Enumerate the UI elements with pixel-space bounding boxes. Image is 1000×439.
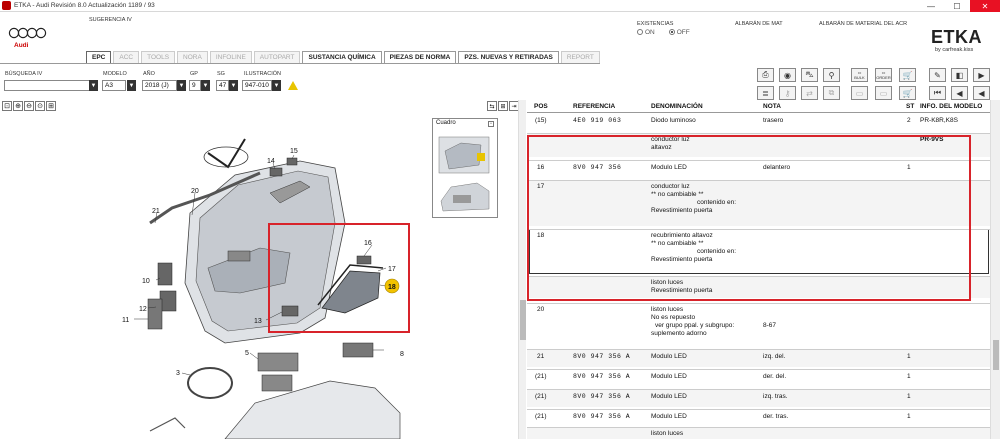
tab-epc[interactable]: EPC xyxy=(86,51,111,63)
ano-dropdown-icon[interactable]: ▼ xyxy=(177,80,186,91)
import-icon[interactable]: ▭ xyxy=(875,86,892,100)
tab-infoline[interactable]: INFOLINE xyxy=(210,51,252,63)
callout-14[interactable]: 14 xyxy=(267,158,275,165)
sg-select[interactable]: 47 xyxy=(216,80,229,91)
book-icon[interactable]: ◧ xyxy=(951,68,968,82)
export-icon[interactable]: ▭ xyxy=(851,86,868,100)
callout-15[interactable]: 15 xyxy=(290,148,298,155)
callout-13[interactable]: 13 xyxy=(254,318,262,325)
callout-17[interactable]: 17 xyxy=(388,266,396,273)
tab-tools[interactable]: TOOLS xyxy=(141,51,175,63)
copy-icon[interactable]: ⧉ xyxy=(823,86,840,100)
existencias-off-radio[interactable]: OFF xyxy=(669,29,690,36)
gp-dropdown-icon[interactable]: ▼ xyxy=(201,80,210,91)
car-search-icon[interactable]: ⚲ xyxy=(823,68,840,82)
table-row[interactable]: (21) 8V0 947 356 A Modulo LED der. tras. 1 xyxy=(527,409,990,427)
table-row[interactable]: 17 conductor luz ** no cambiable ** contenido en: Revestimiento puerta xyxy=(527,180,990,226)
sugerencia-label: SUGERENCIA IV xyxy=(89,17,132,23)
albaran-label: ALBARÁN DE MAT xyxy=(735,21,783,27)
ano-select[interactable]: 2018 (J) xyxy=(142,80,177,91)
cuadro-overview[interactable] xyxy=(432,118,498,218)
cuadro-thumbnail xyxy=(437,131,495,215)
first-page-icon[interactable]: ⏮ xyxy=(929,86,946,100)
title-bar xyxy=(0,0,1000,12)
table-row[interactable]: 16 8V0 947 356 Modulo LED delantero 1 xyxy=(527,160,990,178)
main-tabs xyxy=(86,51,600,63)
sg-dropdown-icon[interactable]: ▼ xyxy=(229,80,238,91)
table-row[interactable]: 20 liston luces No es repuesto ver grupo ppal. y subgrupo: suplemento adorno 8-67 xyxy=(527,303,990,345)
transfer-icon[interactable]: ⇄ xyxy=(801,86,818,100)
bulk-button[interactable]: ▭ BULK xyxy=(851,68,868,82)
busqueda-label: BÚSQUEDA IV xyxy=(5,71,43,77)
col-referencia[interactable]: REFERENCIA xyxy=(573,103,616,110)
parts-table-header xyxy=(527,102,990,113)
busqueda-dropdown-icon[interactable]: ▼ xyxy=(89,80,98,91)
col-denominacion[interactable]: DENOMINACIÓN xyxy=(651,103,703,110)
expand-right-icon[interactable]: ⇥ xyxy=(509,101,519,111)
callout-12[interactable]: 12 xyxy=(139,306,147,313)
cart-icon[interactable]: 🛒 xyxy=(899,68,916,82)
tab-pzs-nuevas[interactable]: PZS. NUEVAS Y RETIRADAS xyxy=(458,51,559,63)
ilustracion-dropdown-icon[interactable]: ▼ xyxy=(272,80,281,91)
book-next-icon[interactable]: ▶ xyxy=(973,68,990,82)
callout-3[interactable]: 3 xyxy=(176,370,180,377)
callout-11[interactable]: 11 xyxy=(122,317,130,324)
callout-20[interactable]: 20 xyxy=(191,188,199,195)
swap-icon[interactable]: ⇆ xyxy=(487,101,497,111)
callout-16[interactable]: 16 xyxy=(364,240,372,247)
illustration-scrollbar[interactable] xyxy=(518,100,526,439)
table-row[interactable]: liston luces Revestimiento puerta xyxy=(527,276,990,298)
tab-piezas-de-norma[interactable]: PIEZAS DE NORMA xyxy=(384,51,457,63)
tab-report[interactable]: REPORT xyxy=(561,51,600,63)
prev-page-icon[interactable]: ◀ xyxy=(951,86,968,100)
table-row-selected[interactable]: 18 recubrimiento altavoz ** no cambiable ** contenido en: Revestimiento puerta xyxy=(527,229,990,274)
modelo-label: MODELO xyxy=(103,71,127,77)
maximize-icon[interactable]: ☐ xyxy=(953,1,961,11)
table-row[interactable]: liston luces xyxy=(527,427,990,439)
zoom-out-icon[interactable]: ⊖ xyxy=(24,101,34,111)
col-pos[interactable]: POS xyxy=(534,103,548,110)
table-row[interactable]: (21) 8V0 947 356 A Modulo LED izq. tras. 1 xyxy=(527,389,990,407)
callout-21[interactable]: 21 xyxy=(152,208,160,215)
ilustracion-select[interactable]: 947-010 xyxy=(242,80,272,91)
window-controls xyxy=(918,0,1000,12)
table-highlight-box xyxy=(527,135,971,301)
app-icon xyxy=(2,1,11,10)
callout-18[interactable]: 18 xyxy=(388,284,396,291)
callout-8[interactable]: 8 xyxy=(400,351,404,358)
minimize-icon[interactable]: — xyxy=(927,1,935,11)
modelo-dropdown-icon[interactable]: ▼ xyxy=(127,80,136,91)
key-icon[interactable]: ⚷ xyxy=(779,86,796,100)
audi-rings-logo xyxy=(8,27,48,39)
callout-5[interactable]: 5 xyxy=(245,350,249,357)
zoom-fit-icon[interactable]: ⊡ xyxy=(2,101,12,111)
prev-icon[interactable]: ◀ xyxy=(973,86,990,100)
image-toolbar xyxy=(2,101,56,111)
tab-sustancia-quimica[interactable]: SUSTANCIA QUÍMICA xyxy=(302,51,381,63)
existencias-on-radio[interactable]: ON xyxy=(637,29,655,36)
table-scrollbar[interactable] xyxy=(990,100,1000,439)
callout-10[interactable]: 10 xyxy=(142,278,150,285)
ilustracion-label: ILUSTRACIÓN xyxy=(244,71,281,77)
print-icon[interactable]: ⎙ xyxy=(757,68,774,82)
split-controls xyxy=(487,101,519,111)
busqueda-input[interactable] xyxy=(4,80,90,91)
albaran-acr-label: ALBARÁN DE MATERIAL DEL ACR xyxy=(819,21,908,27)
window-title: ETKA - Audi Revisión 8.0 Actualización 1189 / 93 xyxy=(14,2,155,9)
tab-acc[interactable]: ACC xyxy=(113,51,139,63)
gp-select[interactable]: 9 xyxy=(189,80,201,91)
tab-autopart[interactable]: AUTOPART xyxy=(254,51,301,63)
cuadro-title: Cuadro xyxy=(436,120,456,126)
col-st[interactable]: ST xyxy=(906,103,915,110)
list-icon[interactable]: ≣ xyxy=(757,86,774,100)
brand-name: Audi xyxy=(14,42,29,49)
sg-label: SG xyxy=(217,71,225,77)
close-icon[interactable]: ✕ xyxy=(970,0,1000,12)
table-row[interactable]: 21 8V0 947 356 A Modulo LED izq. del. 1 xyxy=(527,349,990,367)
split-view-icon[interactable]: ⊞ xyxy=(498,101,508,111)
tab-divider xyxy=(0,63,600,64)
col-nota[interactable]: NOTA xyxy=(763,103,781,110)
col-info-modelo[interactable]: INFO. DEL MODELO xyxy=(920,103,983,110)
zoom-reset-icon[interactable]: ⊙ xyxy=(35,101,45,111)
illustration-highlight-box xyxy=(268,223,410,333)
table-row[interactable]: (15) 4E0 919 063 Diodo luminoso trasero 2 PR-K8R,K8S xyxy=(535,117,958,124)
disk-icon[interactable]: ◉ xyxy=(779,68,796,82)
pin-icon[interactable]: ✎ xyxy=(929,68,946,82)
etka-subtitle: by carfreak.kiss xyxy=(935,47,974,53)
existencias-label: EXISTENCIAS xyxy=(637,21,674,27)
cart-remove-icon[interactable]: 🛒 xyxy=(899,86,916,100)
table-row[interactable]: conductor luz altavoz PR-9VS xyxy=(527,133,990,157)
etka-logo: ETKA xyxy=(931,27,982,47)
modelo-select[interactable]: A3 xyxy=(102,80,126,91)
zoom-in-icon[interactable]: ⊕ xyxy=(13,101,23,111)
cuadro-close-icon[interactable]: ▫ xyxy=(488,121,494,127)
zoom-area-icon[interactable]: ⊞ xyxy=(46,101,56,111)
tab-nora[interactable]: NORA xyxy=(177,51,208,63)
gp-label: GP xyxy=(190,71,198,77)
car-icon[interactable]: ⛍ xyxy=(801,68,818,82)
table-row[interactable]: (21) 8V0 947 356 A Modulo LED der. del. 1 xyxy=(527,369,990,387)
order-button[interactable]: ▭ ORDER xyxy=(876,70,891,80)
existencias-radio-group xyxy=(637,29,690,36)
warning-icon[interactable] xyxy=(288,81,298,90)
ano-label: AÑO xyxy=(143,71,155,77)
